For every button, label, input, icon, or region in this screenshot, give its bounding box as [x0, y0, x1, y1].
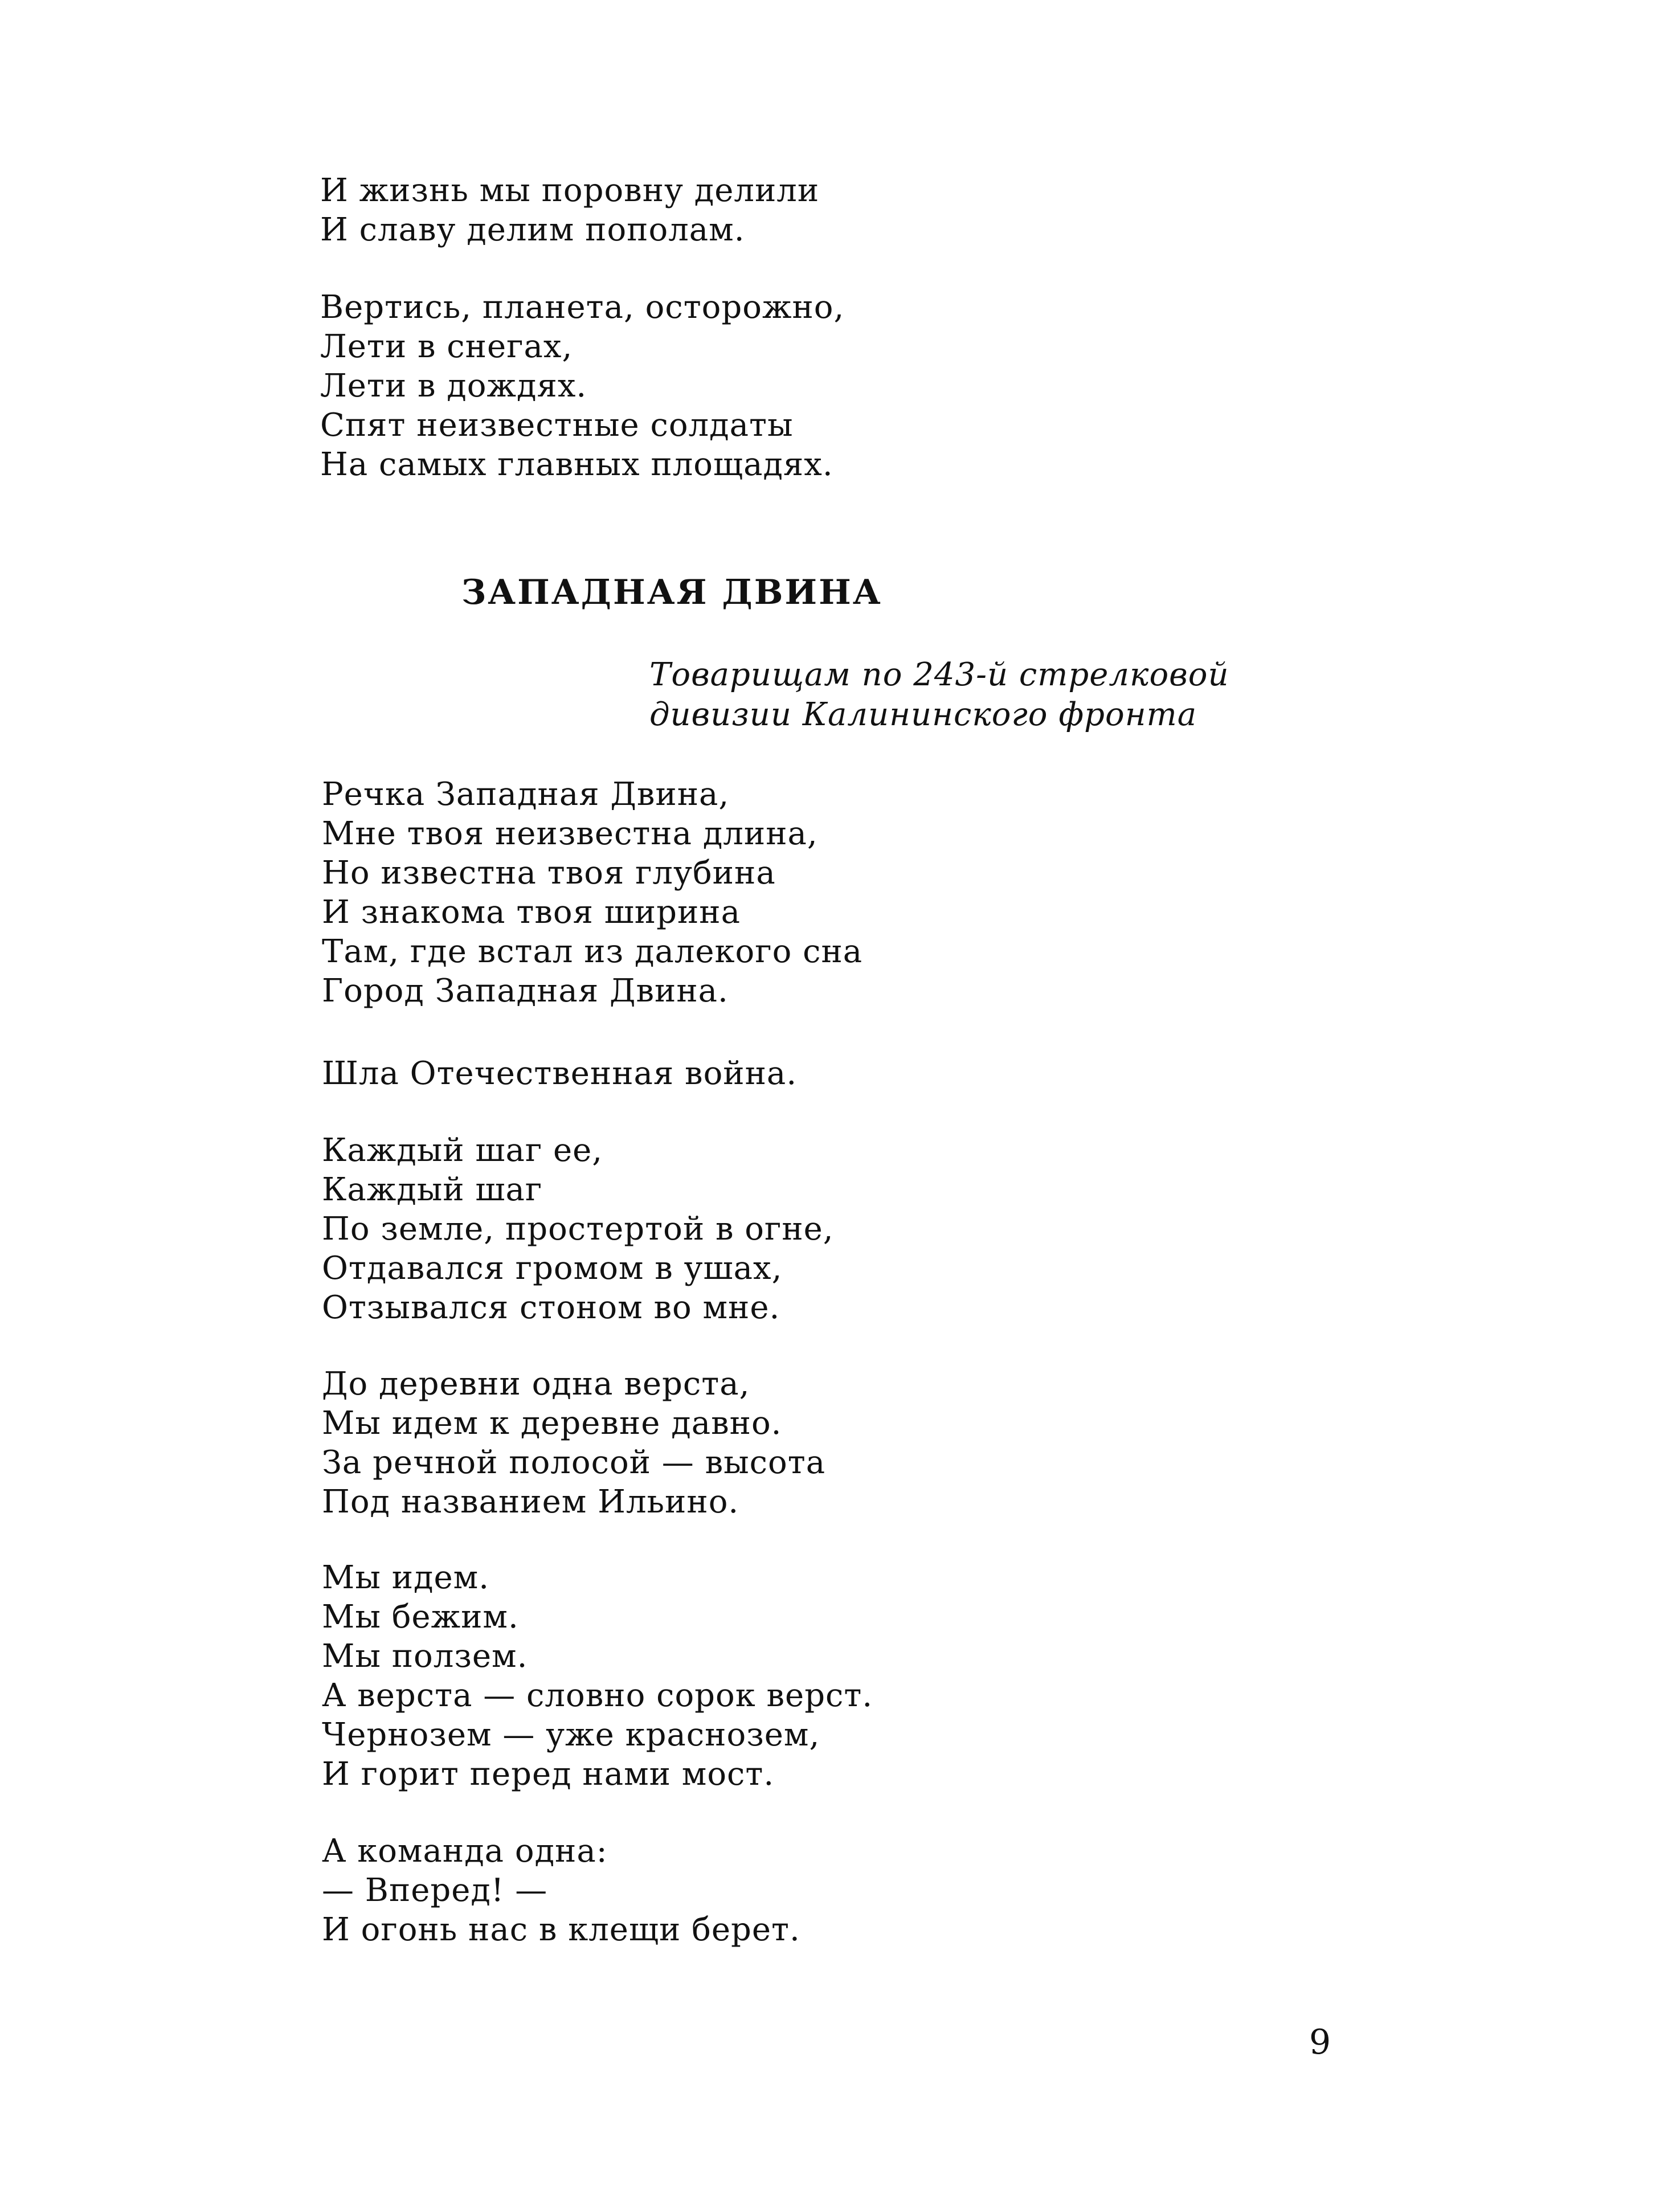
verse-line: По земле, простертой в огне, [322, 1211, 834, 1248]
stanza-6 [322, 1831, 800, 1949]
verse-line: — Вперед! — [322, 1872, 548, 1909]
verse-line: И горит перед нами мост. [322, 1756, 775, 1793]
verse-line: И жизнь мы поровну делили [320, 172, 820, 209]
verse-line: Мы идем. [322, 1559, 490, 1596]
verse-line: За речной полосой — высота [322, 1444, 826, 1481]
poem-dedication [649, 655, 1229, 735]
verse-line: А команда одна: [322, 1833, 608, 1870]
verse-line: Каждый шаг ее, [322, 1132, 603, 1169]
poem-title: ЗАПАДНАЯ ДВИНА [461, 573, 882, 612]
verse-line: Под названием Ильино. [322, 1483, 739, 1520]
stanza-top-1 [320, 171, 819, 250]
verse-line: А верста — словно сорок верст. [322, 1677, 873, 1714]
verse-line: Вертись, планета, осторожно, [320, 289, 845, 326]
verse-line: Каждый шаг [322, 1171, 543, 1208]
stanza-1 [322, 775, 862, 1011]
verse-line: Спят неизвестные солдаты [320, 407, 794, 444]
verse-line: Но известна твоя глубина [322, 854, 776, 892]
verse-line: Речка Западная Двина, [322, 776, 730, 813]
verse-line: Мы ползем. [322, 1638, 528, 1675]
verse-line: Город Западная Двина. [322, 972, 729, 1009]
stanza-4 [322, 1364, 825, 1522]
verse-line: Лети в снегах, [320, 328, 573, 365]
verse-line: И огонь нас в клещи берет. [322, 1911, 800, 1948]
stanza-top-2 [320, 288, 844, 484]
verse-line: Мы идем к деревне давно. [322, 1405, 782, 1442]
verse-line: Мы бежим. [322, 1598, 519, 1636]
verse-line: Шла Отечественная война. [322, 1055, 798, 1092]
verse-line: Там, где встал из далекого сна [322, 933, 863, 970]
page-number: 9 [1309, 2022, 1331, 2062]
verse-line: До деревни одна верста, [322, 1365, 750, 1403]
dedication-line: дивизии Калининского фронта [649, 696, 1197, 733]
stanza-5 [322, 1558, 873, 1794]
verse-line: Отдавался громом в ушах, [322, 1250, 783, 1287]
verse-line: И знакома твоя ширина [322, 894, 741, 931]
verse-line: И славу делим пополам. [320, 211, 745, 248]
verse-line: Отзывался стоном во мне. [322, 1289, 780, 1326]
dedication-line: Товарищам по 243-й стрелковой [649, 656, 1229, 693]
stanza-3 [322, 1131, 834, 1327]
verse-line: Лети в дождях. [320, 367, 587, 404]
verse-line: На самых главных площадях. [320, 446, 833, 483]
stanza-2 [322, 1054, 797, 1093]
verse-line: Мне твоя неизвестна длина, [322, 815, 818, 852]
verse-line: Чернозем — уже краснозем, [322, 1716, 820, 1753]
